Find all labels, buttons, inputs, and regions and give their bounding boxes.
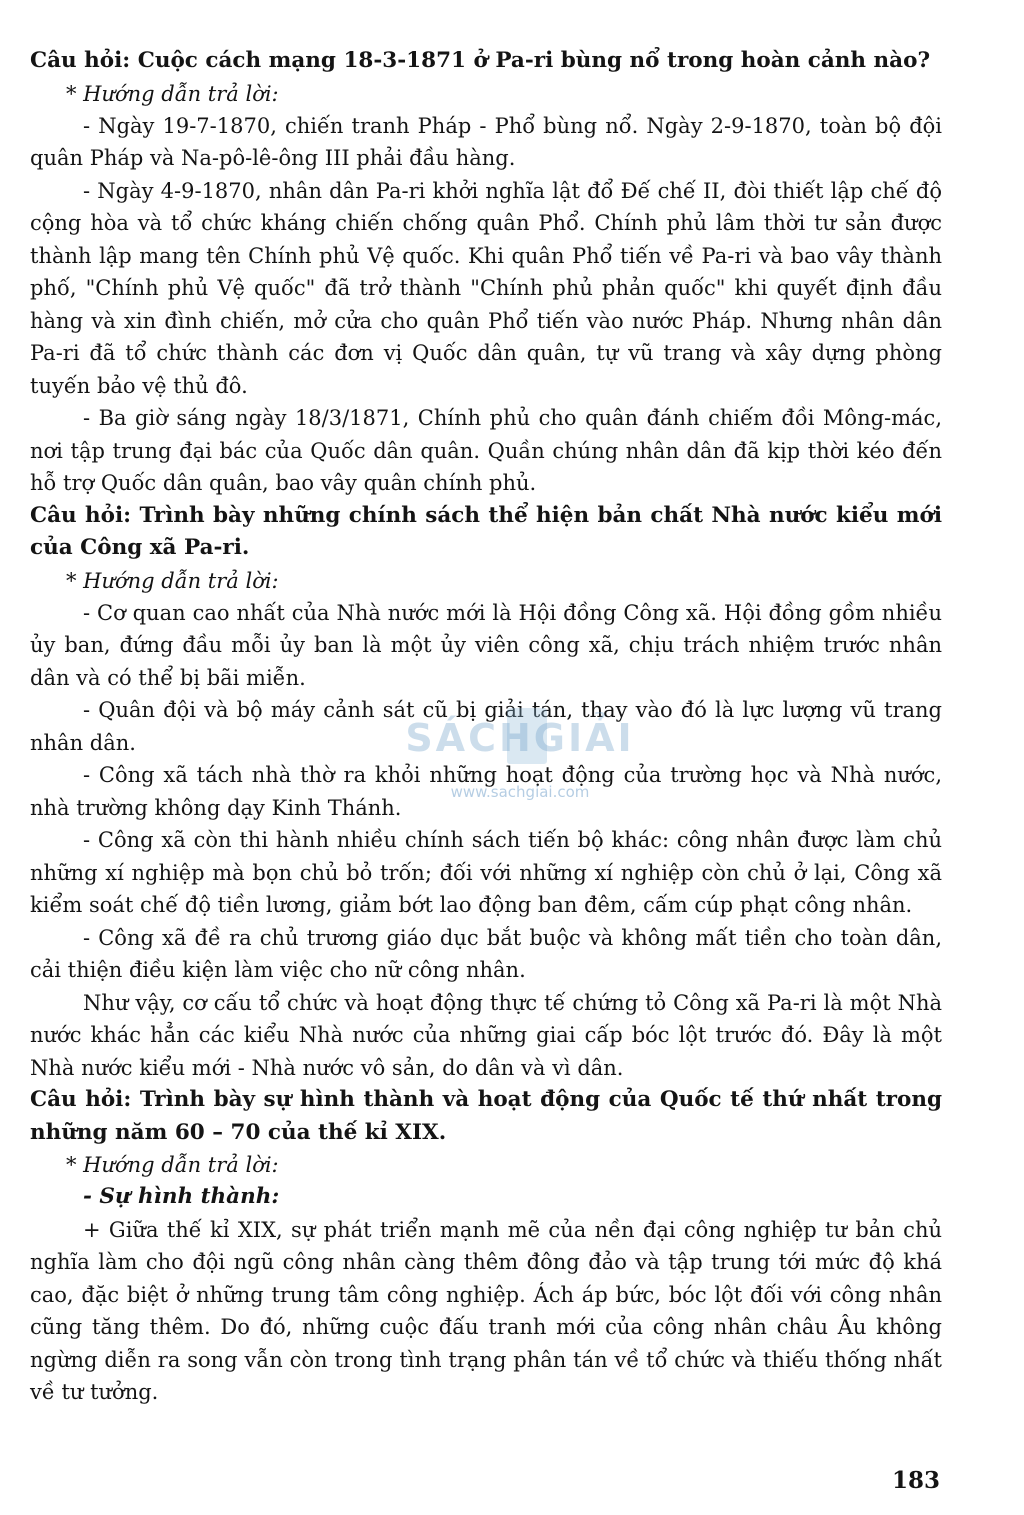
- question-heading-2: Câu hỏi: Trình bày những chính sách thể hiện bản chất Nhà nước kiểu mới của Công xã Pa-ri.: [30, 502, 942, 560]
- paragraph: - Ba giờ sáng ngày 18/3/1871, Chính phủ cho quân đánh chiếm đồi Mông-mác, nơi tập trung đại bác của Quốc dân quân. Quần chúng nhân dân đã kịp thời kéo đến hỗ trợ Quốc dân quân, bao vây quân chính phủ.: [30, 406, 942, 495]
- paragraph: Như vậy, cơ cấu tổ chức và hoạt động thực tế chứng tỏ Công xã Pa-ri là một Nhà nước khác hẳn các kiểu Nhà nước của những giai cấp bóc lột trước đó. Đây là một Nhà nước kiểu mới - Nhà nước vô sản, do dân và vì dân.: [30, 990, 942, 1080]
- question-heading-3: Câu hỏi: Trình bày sự hình thành và hoạt động của Quốc tế thứ nhất trong những năm 60 – 70 của thế kỉ XIX.: [30, 1087, 942, 1145]
- page-number: 183: [891, 1467, 940, 1494]
- paragraph: - Quân đội và bộ máy cảnh sát cũ bị giải tán, thay vào đó là lực lượng vũ trang nhân dân.: [30, 698, 942, 755]
- answer-guide-label-1: * Hướng dẫn trả lời:: [66, 81, 279, 106]
- page-text: [30, 45, 942, 1409]
- paragraph: - Công xã tách nhà thờ ra khỏi những hoạt động của trường học và Nhà nước, nhà trường không dạy Kinh Thánh.: [30, 763, 942, 820]
- subheading-formation: - Sự hình thành:: [83, 1184, 280, 1209]
- paragraph: - Công xã còn thi hành nhiều chính sách tiến bộ khác: công nhân được làm chủ những xí nghiệp mà bọn chủ bỏ trốn; đối với những xí nghiệp còn chủ ở lại, Công xã kiểm soát chế độ tiền lương, giảm bớt lao động ban đêm, cấm cúp phạt công nhân.: [30, 828, 942, 917]
- watermark-url: www.sachgiai.com: [450, 783, 590, 801]
- paragraph: - Cơ quan cao nhất của Nhà nước mới là Hội đồng Công xã. Hội đồng gồm nhiều ủy ban, đứng đầu mỗi ủy ban là một ủy viên công xã, chịu trách nhiệm trước nhân dân và có thể bị bãi miễn.: [30, 600, 942, 690]
- paragraph: + Giữa thế kỉ XIX, sự phát triển mạnh mẽ của nền đại công nghiệp tư bản chủ nghĩa làm cho đội ngũ công nhân càng thêm đông đảo và tập trung tới mức độ khá cao, đặc biệt ở những trung tâm công nghiệp. Ách áp bức, bóc lột đối với công nhân cũng tăng thêm. Do đó, những cuộc đấu tranh mới của công nhân châu Âu không ngừng diễn ra song vẫn còn trong tình trạng phân tán về tổ chức và thiếu thống nhất về tư tưởng.: [30, 1217, 942, 1404]
- paragraph: - Ngày 4-9-1870, nhân dân Pa-ri khởi nghĩa lật đổ Đế chế II, đòi thiết lập chế độ cộng hòa và tổ chức kháng chiến chống quân Phổ. Chính phủ lâm thời tư sản được thành lập mang tên Chính phủ Vệ quốc. Khi quân Phổ tiến về Pa-ri và bao vây thành phố, "Chính phủ Vệ quốc" đã trở thành "Chính phủ phản quốc" khi quyết định đầu hàng và xin đình chiến, mở cửa cho quân Phổ tiến vào nước Pháp. Nhưng nhân dân Pa-ri đã tổ chức thành các đơn vị Quốc dân quân, tự vũ trang và xây dựng phòng tuyến bảo vệ thủ đô.: [30, 178, 942, 398]
- watermark-brand: SÁCHGIẢI: [405, 716, 635, 760]
- paragraph: - Công xã đề ra chủ trương giáo dục bắt buộc và không mất tiền cho toàn dân, cải thiện điều kiện làm việc cho nữ công nhân.: [30, 925, 942, 982]
- question-heading-1: Câu hỏi: Cuộc cách mạng 18-3-1871 ở Pa-ri bùng nổ trong hoàn cảnh nào?: [30, 48, 931, 73]
- answer-guide-label-3: * Hướng dẫn trả lời:: [66, 1153, 279, 1177]
- answer-guide-label-2: * Hướng dẫn trả lời:: [66, 568, 279, 593]
- paragraph: - Ngày 19-7-1870, chiến tranh Pháp - Phổ bùng nổ. Ngày 2-9-1870, toàn bộ đội quân Pháp và Na-pô-lê-ông III phải đầu hàng.: [30, 113, 942, 170]
